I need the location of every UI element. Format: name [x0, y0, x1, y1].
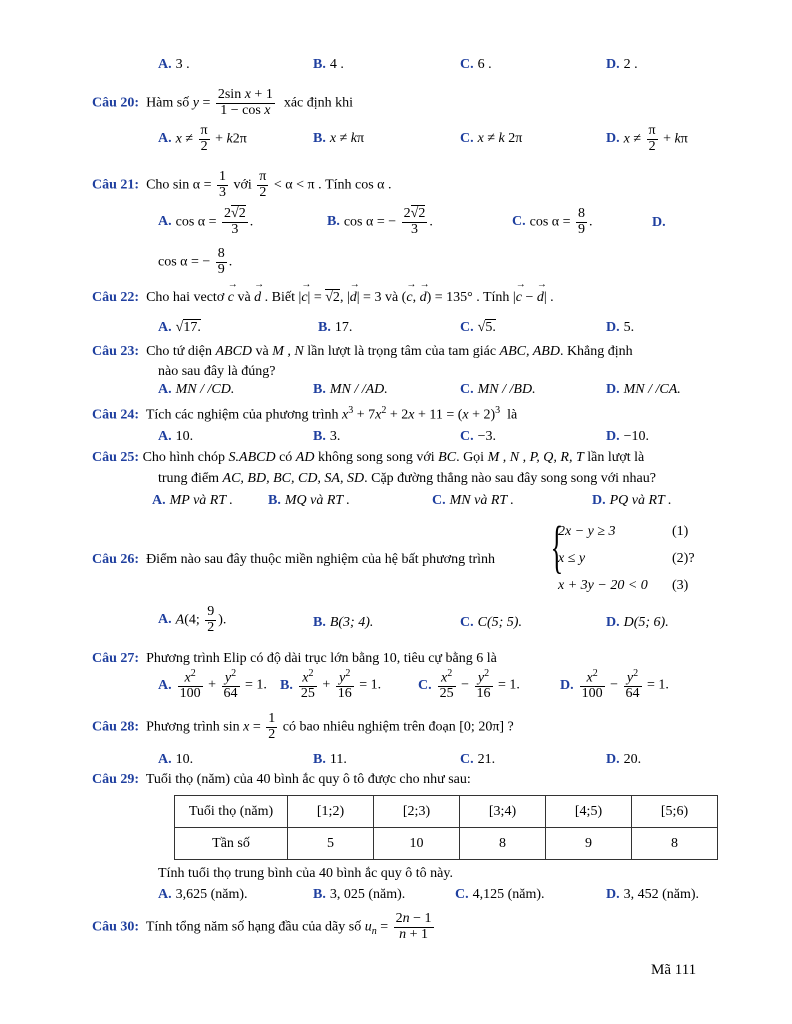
- q26-system-ineq-2: x ≤ y: [558, 551, 586, 566]
- q29-option-a: A. 3,625 (năm).: [158, 887, 248, 902]
- q20-option-a: A. x ≠ $\frac{\pi}{2}$ + k2π: [158, 123, 247, 154]
- q22-option-c: C. √5.: [460, 320, 496, 335]
- q27-option-d: D. $\frac{x^2}{100}$ − $\frac{y^2}{64}$ = 1.: [560, 668, 669, 702]
- q23-option-c: C. MN / /BD.: [460, 382, 536, 397]
- q24-option-a: A. 10.: [158, 429, 194, 444]
- q25-stem: Câu 25: Cho hình chóp S.ABCD có AD không song song với BC. Gọi M , N , P, Q, R, T lần lượt là: [92, 450, 645, 465]
- q26-stem: Câu 26: Điểm nào sau đây thuộc miền nghiệm của hệ bất phương trình: [92, 552, 496, 567]
- q23-option-b: B. MN / /AD.: [313, 382, 388, 397]
- table-cell: Tần số: [175, 828, 288, 860]
- q23-option-a: A. MN / /CD.: [158, 382, 235, 397]
- q23-stem: Câu 23: Cho tứ diện ABCD và M , N lần lượt là trọng tâm của tam giác ABC, ABD. Khẳng định: [92, 344, 633, 359]
- q24-option-c: C. −3.: [460, 429, 497, 444]
- table-cell: 8: [632, 828, 718, 860]
- q29-option-b: B. 3, 025 (năm).: [313, 887, 406, 902]
- q29-option-c: C. 4,125 (năm).: [455, 887, 545, 902]
- q26-system-num-1: (1): [672, 524, 689, 539]
- table-cell: 10: [374, 828, 460, 860]
- q22-option-d: D. 5.: [606, 320, 635, 335]
- q29-question: Tính tuổi thọ trung bình của 40 bình ắc quy ô tô này.: [158, 866, 453, 881]
- q20-option-c: C. x ≠ k 2π: [460, 131, 523, 146]
- q28-option-d: D. 20.: [606, 752, 642, 767]
- q21-option-a: A. cos α = $\frac{2√2}{3}$ .: [158, 206, 254, 237]
- table-header-cell: [3;4): [460, 796, 546, 828]
- q21-option-d-value: cos α = − $\frac{8}{9}$ .: [158, 246, 233, 277]
- table-header-cell: [1;2): [288, 796, 374, 828]
- q24-option-d: D. −10.: [606, 429, 650, 444]
- q23-stem-line2: nào sau đây là đúng?: [158, 364, 276, 379]
- table-cell: 8: [460, 828, 546, 860]
- table-header-cell: Tuổi thọ (năm): [175, 796, 288, 828]
- table-header-cell: [4;5): [546, 796, 632, 828]
- q21-stem: Câu 21: Cho sin α = $\frac{1}{3}$ với $\frac{\pi}{2}$ < α < π . Tính cos α .: [92, 169, 392, 200]
- q20-option-b: B. x ≠ kπ: [313, 131, 365, 146]
- q22-option-a: A. √17.: [158, 320, 201, 335]
- q21-option-b: B. cos α = − $\frac{2√2}{3}$ .: [327, 206, 433, 237]
- q29-stem: Câu 29: Tuổi thọ (năm) của 40 bình ắc quy ô tô được cho như sau:: [92, 772, 471, 787]
- q28-stem: Câu 28: Phương trình sin x = $\frac{1}{2}$ có bao nhiêu nghiệm trên đoạn [0; 20π] ?: [92, 711, 514, 742]
- q19-option-d: D. 2 .: [606, 57, 638, 72]
- q26-system-ineq-3: x + 3y − 20 < 0: [558, 578, 648, 593]
- q26-option-b: B. B(3; 4).: [313, 615, 374, 630]
- q26-system-ineq-1: 2x − y ≥ 3: [558, 524, 616, 539]
- q27-option-c: C. $\frac{x^2}{25}$ − $\frac{y^2}{16}$ = 1.: [418, 668, 520, 702]
- table-cell: 5: [288, 828, 374, 860]
- q22-option-b: B. 17.: [318, 320, 353, 335]
- q25-option-c: C. MN và RT .: [432, 493, 514, 508]
- q24-stem: Câu 24: Tích các nghiệm của phương trình $x^3 + 7x^2 + 2x + 11 = (x + 2)^3$ là: [92, 405, 518, 423]
- q29-option-d: D. 3, 452 (năm).: [606, 887, 700, 902]
- q20-stem: Câu 20: Hàm số y = $\frac{\text{2sin x + 1}}{\text{1 − cos x}}$ xác định khi: [92, 87, 354, 118]
- table-header-cell: [2;3): [374, 796, 460, 828]
- q26-option-a: A. A(4; $\frac{9}{2}$ ).: [158, 604, 227, 635]
- q26-option-d: D. D(5; 6).: [606, 615, 669, 630]
- q28-option-b: B. 11.: [313, 752, 347, 767]
- q21-option-c: C. cos α = $\frac{8}{9}$ .: [512, 206, 593, 237]
- q26-system-brace: {: [550, 514, 564, 579]
- q25-stem-line2: trung điểm AC, BD, BC, CD, SA, SD. Cặp đường thẳng nào sau đây song song với nhau?: [158, 471, 656, 486]
- table-row: [175, 796, 718, 828]
- q19-option-b: B. 4 .: [313, 57, 344, 72]
- q25-option-d: D. PQ và RT .: [592, 493, 672, 508]
- q25-option-b: B. MQ và RT .: [268, 493, 350, 508]
- table-header-cell: [5;6): [632, 796, 718, 828]
- q24-option-b: B. 3.: [313, 429, 341, 444]
- q26-option-c: C. C(5; 5).: [460, 615, 522, 630]
- q19-option-a: A. 3 .: [158, 57, 190, 72]
- q28-option-a: A. 10.: [158, 752, 194, 767]
- q27-stem: Câu 27: Phương trình Elip có độ dài trục lớn bằng 10, tiêu cự bằng 6 là: [92, 651, 497, 666]
- q23-option-d: D. MN / /CA.: [606, 382, 681, 397]
- table-row: [175, 828, 718, 860]
- exam-code-footer: Mã 111: [651, 962, 697, 978]
- q30-stem: Câu 30: Tính tổng năm số hạng đầu của dãy số $u_n$ = $\frac{2n - 1}{n + 1}$: [92, 911, 432, 942]
- q25-option-a: A. MP và RT .: [152, 493, 233, 508]
- q26-system-num-2: (2)?: [672, 551, 695, 566]
- q29-table: [174, 795, 718, 860]
- q20-option-d: D. x ≠ $\frac{\pi}{2}$ + kπ: [606, 123, 688, 154]
- q27-option-a: A. $\frac{x^2}{100}$ + $\frac{y^2}{64}$ = 1.: [158, 668, 267, 702]
- q21-option-d: D.: [652, 215, 666, 230]
- q27-option-b: B. $\frac{x^2}{25}$ + $\frac{y^2}{16}$ = 1.: [280, 668, 382, 702]
- q22-stem: Câu 22: Cho hai vectơ → c và → d . Biết |→ c| = √2, |→ d| = 3 và (→ c, → d) = 135° . Tính |→ c − → d| .: [92, 290, 554, 306]
- q19-option-c: C. 6 .: [460, 57, 492, 72]
- q28-option-c: C. 21.: [460, 752, 496, 767]
- q26-system-num-3: (3): [672, 578, 689, 593]
- table-cell: 9: [546, 828, 632, 860]
